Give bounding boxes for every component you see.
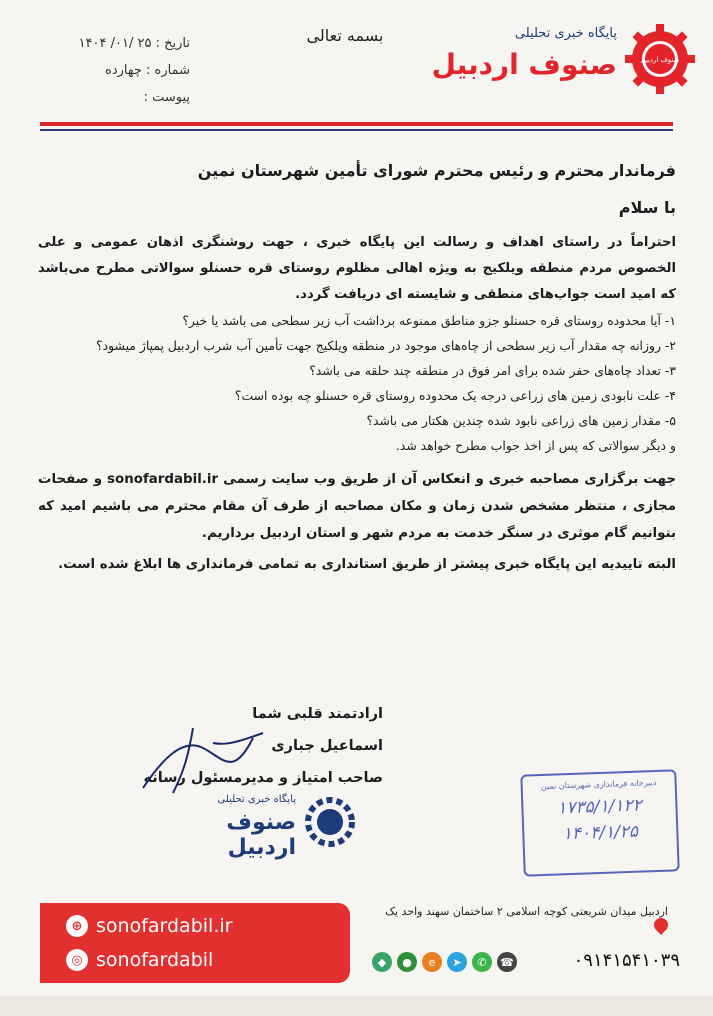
receipt-number: ۱۷۳۵/۱/۱۲۲ <box>556 795 643 819</box>
date-line: تاریخ : ۲۵ /۰۱/ ۱۴۰۴ <box>78 36 190 51</box>
receipt-title: دبیرخانه فرمانداری شهرستان نمین <box>540 778 657 792</box>
letter-meta <box>40 30 190 111</box>
interview-text-start: جهت برگزاری مصاحبه خبری و انعکاس آن از طریق وب سایت رسمی <box>223 472 676 487</box>
question-5: ۵- مقدار زمین های زراعی نابود شده چندین هکتار می باشد؟ <box>366 413 676 428</box>
social-icons <box>372 952 532 978</box>
receipt-date: ۱۴۰۴/۱/۲۵ <box>562 821 639 845</box>
signer-title: صاحب امتیاز و مدیرمسئول رسانه <box>143 770 383 786</box>
letterhead <box>0 0 713 140</box>
instagram-icon: ◎ <box>66 949 88 971</box>
interview-text-end: و صفحات مجازی ، منتظر مشخص شدن زمان و مکان مصاحبه از طرف آن مقام محترم می باشیم امید که بتوانیم گام موثری در سنگر خدمت به مردم شهر و استان اردبیل برداریم. <box>38 472 676 541</box>
question-3: ۳- تعداد چاه‌های حفر شده برای امر فوق در منطقه چند حلقه می باشد؟ <box>309 363 676 378</box>
footer-website[interactable]: sonofardabil.ir <box>96 915 233 937</box>
eitaa-icon[interactable]: e <box>422 952 442 972</box>
address-text: اردبیل میدان شریعتی کوچه اسلامی ۲ ساختمان سهند واحد یک <box>385 905 668 918</box>
company-stamp <box>160 790 360 860</box>
whatsapp-icon[interactable]: ✆ <box>472 952 492 972</box>
signer-name: اسماعیل جباری <box>271 738 383 754</box>
number-line: شماره : چهارده <box>105 63 190 78</box>
footer-banner <box>40 903 350 983</box>
bottom-margin <box>0 996 713 1016</box>
closing-note: البته تاییدیه این پایگاه خبری پیشتر از طریق استانداری به تمامی فرمانداری ها ابلاغ شده است. <box>58 557 676 572</box>
rubika-icon[interactable]: ◆ <box>372 952 392 972</box>
interview-paragraph <box>38 466 676 547</box>
greeting: با سلام <box>618 198 676 217</box>
handwritten-signature-icon <box>133 718 273 798</box>
basmala: بسمه تعالی <box>306 26 384 45</box>
regards-line: ارادتمند قلبی شما <box>252 706 383 722</box>
stamp-gear-icon <box>300 792 360 852</box>
svg-text:صنوف اردبیل: صنوف اردبیل <box>640 56 680 64</box>
question-2: ۲- روزانه چه مقدار آب زیر سطحی از چاه‌های موجود در منطقه ویلکیج جهت تأمین آب شرب اردبیل پمپاژ میشود؟ <box>96 338 676 353</box>
footer-instagram-row[interactable] <box>66 945 213 975</box>
stamp-subtitle: پایگاه خبری تحلیلی <box>217 794 296 805</box>
question-followup: و دیگر سوالاتی که پس از اخذ جواب مطرح خواهد شد. <box>395 438 676 453</box>
web-icon: ⊕ <box>66 915 88 937</box>
attachment-line: پیوست : <box>143 90 190 105</box>
question-1: ۱- آیا محدوده روستای قره حسنلو جزو مناطق ممنوعه برداشت آب زیر سطحی می باشد یا خیر؟ <box>182 313 676 328</box>
header-divider-blue <box>40 129 673 131</box>
footer-website-row[interactable] <box>66 911 232 941</box>
logo-title: صنوف اردبیل <box>431 48 617 81</box>
website-inline-link[interactable]: sonofardabil.ir <box>107 472 219 487</box>
receipt-stamp <box>520 769 679 876</box>
stamp-title: صنوف اردبیل <box>226 810 296 860</box>
question-4: ۴- علت نابودی زمین های زراعی درجه یک محدوده روستای قره حسنلو چه بوده است؟ <box>234 388 676 403</box>
gear-logo-icon <box>623 22 697 96</box>
addressee: فرماندار محترم و رئیس محترم شورای تأمین شهرستان نمین <box>197 161 676 180</box>
letter-body <box>38 150 676 578</box>
intro-paragraph: احتراماً در راستای اهداف و رسالت این پایگاه خبری ، جهت روشنگری اذهان عمومی و علی الخصوص مردم منطقه ویلکیج به ویژه اهالی مظلوم روستای قره حسنلو سوالاتی مطرح می‌باشد که امید است جواب‌های منطقی و شایسته ای دریافت گردد. <box>38 235 676 302</box>
footer-phone[interactable]: ۰۹۱۴۱۵۴۱۰۳۹ <box>573 950 680 971</box>
phone-icon[interactable]: ☎ <box>497 952 517 972</box>
footer-instagram[interactable]: sonofardabil <box>96 949 214 971</box>
location-pin-icon <box>651 915 671 935</box>
telegram-icon[interactable]: ➤ <box>447 952 467 972</box>
signature-block <box>143 698 383 794</box>
soroush-icon[interactable]: ● <box>397 952 417 972</box>
logo-subtitle: پایگاه خبری تحلیلی <box>514 26 617 41</box>
footer-address <box>368 905 668 932</box>
header-divider-red <box>40 122 673 126</box>
